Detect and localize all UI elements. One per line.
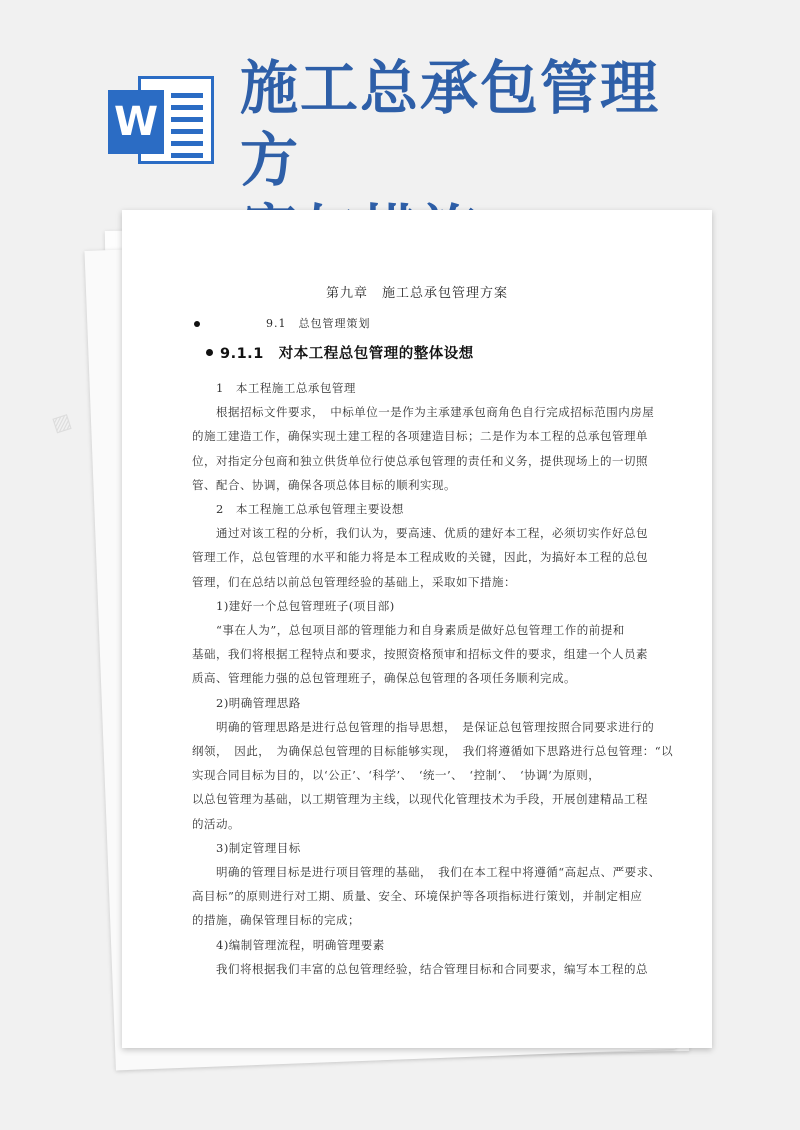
paragraph-line: 管理，们在总结以前总包管理经验的基础上，采取如下措施： (192, 574, 516, 589)
paragraph-line: 2 本工程施工总承包管理主要设想 (216, 502, 404, 516)
chapter-heading: 第九章 施工总承包管理方案 (325, 286, 508, 301)
paragraph-line: 3)制定管理目标 (216, 840, 301, 855)
paragraph-line: 的活动。 (192, 816, 240, 831)
paragraph-line: 的措施，确保管理目标的完成； (192, 913, 360, 928)
paragraph-line: 我们将根据我们丰富的总包管理经验，结合管理目标和合同要求，编写本工程的总 (216, 961, 648, 976)
word-document-icon (108, 70, 218, 170)
paragraph-line: 根据招标文件要求， 中标单位一是作为主承建承包商角色自行完成招标范围内房屋 (216, 405, 655, 420)
paragraph-line: 纲领， 因此， 为确保总包管理的目标能够实现， 我们将遵循如下思路进行总包管理：“以 (192, 744, 674, 758)
page-title-line-1: 施工总承包管理方 (240, 54, 661, 194)
paragraph-line: 基础，我们将根据工程特点和要求，按照资格预审和招标文件的要求，组建一个人员素 (192, 647, 648, 662)
paragraph-line: 管理工作，总包管理的水平和能力将是本工程成败的关键，因此，为搞好本工程的总包 (192, 550, 648, 565)
paragraph-line: 高目标”的原则进行对工期、质量、安全、环境保护等各项指标进行策划，并制定相应 (192, 889, 643, 904)
paragraph-line: 明确的管理思路是进行总包管理的指导思想， 是保证总包管理按照合同要求进行的 (216, 719, 655, 734)
document-page (48, 210, 712, 1048)
paragraph-line: 1 本工程施工总承包管理 (216, 381, 356, 395)
watermark: ▨ (48, 407, 75, 437)
paragraph-line: 2)明确管理思路 (216, 695, 301, 710)
header-banner (0, 0, 800, 200)
subsection-bullet-icon (206, 349, 213, 356)
subsection-heading: 9.1.1 对本工程总包管理的整体设想 (220, 346, 474, 362)
section-bullet-icon (194, 321, 200, 327)
paragraph-line: 通过对该工程的分析，我们认为，要高速、优质的建好本工程，必须切实作好总包 (216, 526, 648, 541)
word-letter-badge: W (108, 90, 164, 154)
section-heading: 9.1 总包管理策划 (266, 317, 371, 330)
paragraph-line: 以总包管理为基础，以工期管理为主线，以现代化管理技术为手段，开展创建精品工程 (192, 792, 648, 807)
paragraph-line: 管、配合、协调，确保各项总体目标的顺利实现。 (192, 477, 456, 492)
paragraph-line: 4)编制管理流程，明确管理要素 (216, 937, 385, 952)
paragraph-line: 的施工建造工作，确保实现土建工程的各项建造目标；二是作为本工程的总承包管理单 (192, 429, 648, 444)
paragraph-line: 1)建好一个总包管理班子(项目部) (216, 598, 395, 613)
paragraph-line: 质高、管理能力强的总包管理班子，确保总包管理的各项任务顺利完成。 (192, 671, 576, 686)
paragraph-line: 位，对指定分包商和独立供货单位行使总承包管理的责任和义务，提供现场上的一切照 (192, 453, 648, 468)
paragraph-line: 实现合同目标为目的，以‘公正’、‘科学’、 ‘统一’、 ‘控制’、 ‘协调’为原则， (192, 768, 601, 783)
paragraph-line: 明确的管理目标是进行项目管理的基础， 我们在本工程中将遵循“高起点、严要求、 (216, 865, 661, 879)
paragraph-line: “事在人为”，总包项目部的管理能力和自身素质是做好总包管理工作的前提和 (216, 623, 625, 637)
